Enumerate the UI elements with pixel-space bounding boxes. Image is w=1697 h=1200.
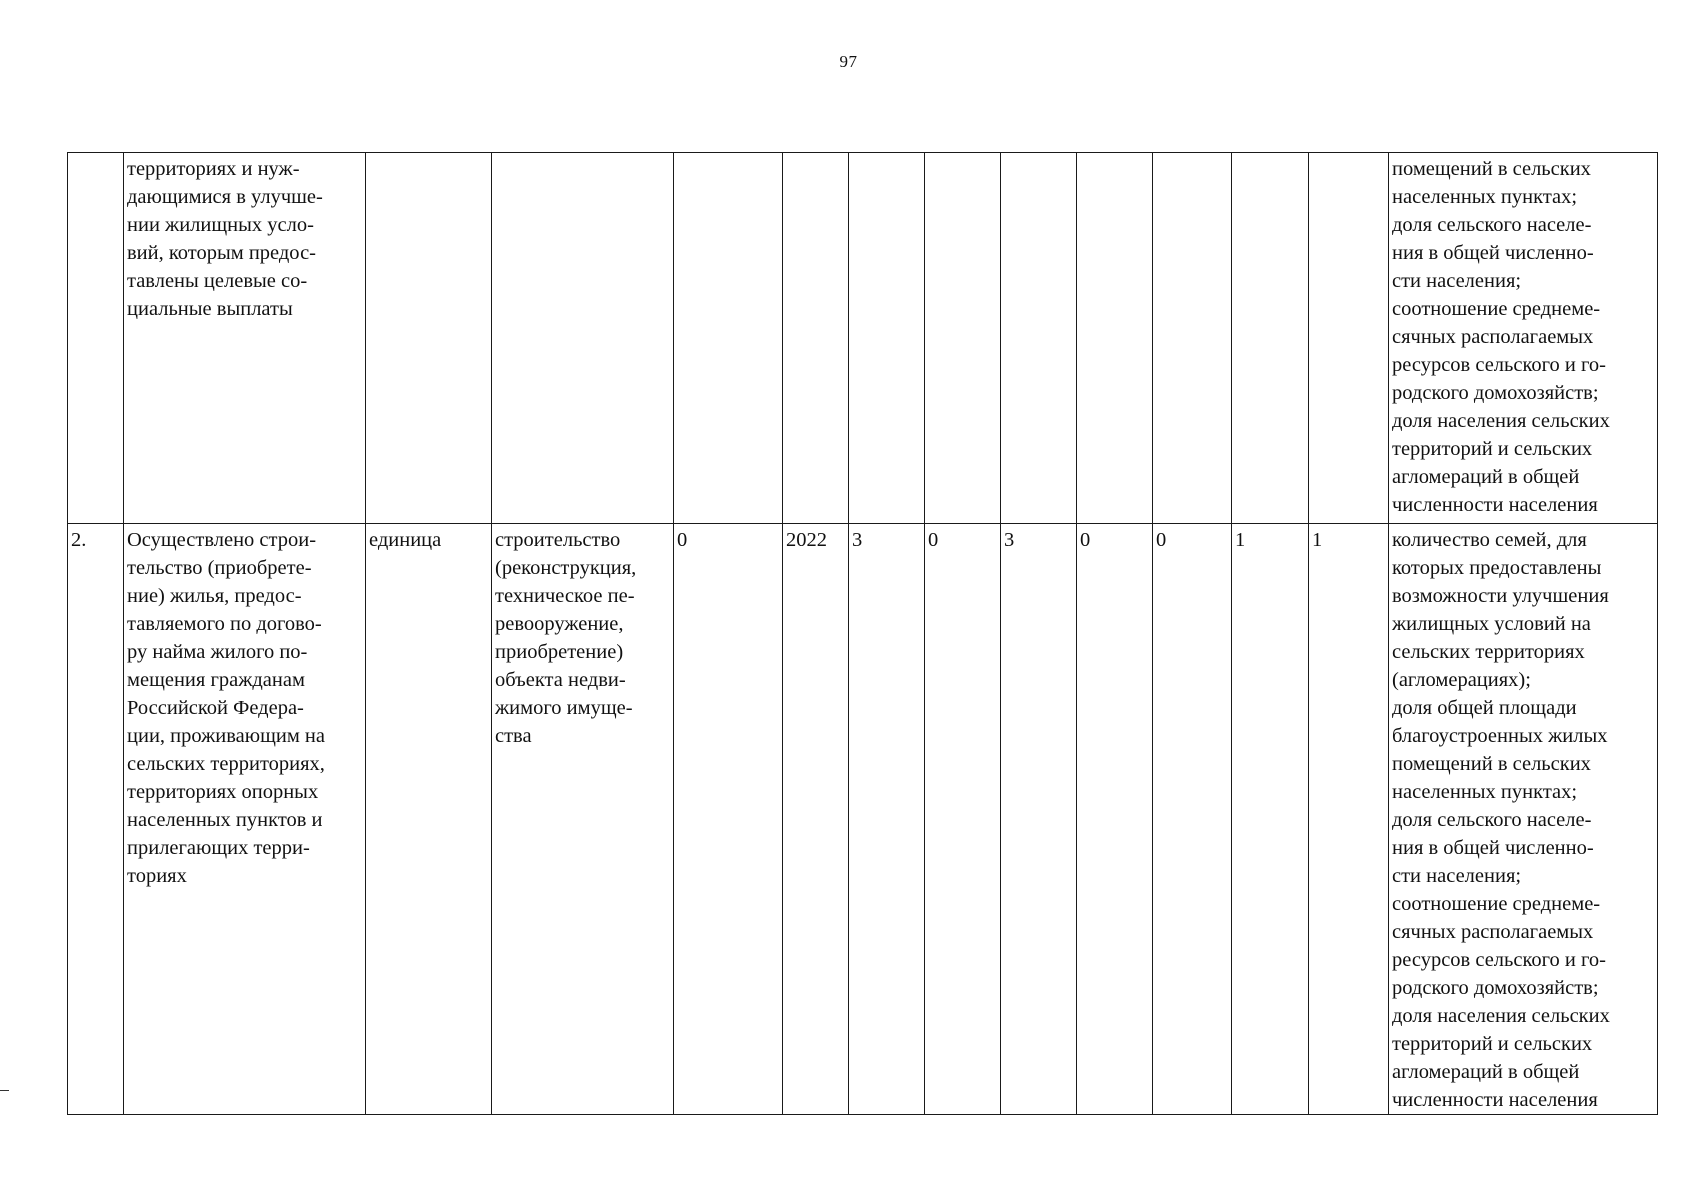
cell-unit [366, 153, 492, 524]
cell-value-1: 3 [849, 524, 925, 1115]
cell-value-5: 0 [1153, 524, 1232, 1115]
cell-value-3 [1001, 153, 1077, 524]
cell-base-year [783, 153, 849, 524]
cell-value-5 [1153, 153, 1232, 524]
cell-value-4: 0 [1077, 524, 1153, 1115]
table-row [68, 153, 1658, 524]
cell-base-value [674, 153, 783, 524]
cell-unit: единица [366, 524, 492, 1115]
cell-indicators: помещений в сельских населенных пунктах; доля сельского населе- ния в общей численно- сти населения; соотношение среднеме- сячных располагаемых ресурсов сельского и го- родского домохозяйств; доля населения сельских территорий и сельских агломераций в общей численности населения [1389, 153, 1658, 524]
margin-mark [0, 1090, 9, 1091]
cell-value-4 [1077, 153, 1153, 524]
cell-type [492, 153, 674, 524]
cell-value-1 [849, 153, 925, 524]
cell-number: 2. [68, 524, 124, 1115]
results-table [67, 152, 1658, 1115]
cell-result: Осуществлено строи- тельство (приобрете- ние) жилья, предос- тавляемого по догово- ру найма жилого по- мещения гражданам Российской Федера- ции, проживающим на сельских территориях, территориях опорных населенных пунктов и прилегающих терри- ториях [124, 524, 366, 1115]
cell-value-6 [1232, 153, 1309, 524]
cell-result: территориях и нуж- дающимися в улучше- нии жилищных усло- вий, которым предос- тавлены целевые со- циальные выплаты [124, 153, 366, 524]
table-row [68, 524, 1658, 1115]
cell-indicators: количество семей, для которых предоставлены возможности улучшения жилищных условий на сельских территориях (агломерациях); доля общей площади благоустроенных жилых помещений в сельских населенных пунктах; доля сельского населе- ния в общей численно- сти населения; соотношение среднеме- сячных располагаемых ресурсов сельского и го- родского домохозяйств; доля населения сельских территорий и сельских агломераций в общей численности населения [1389, 524, 1658, 1115]
cell-value-3: 3 [1001, 524, 1077, 1115]
cell-value-2 [925, 153, 1001, 524]
cell-value-7 [1309, 153, 1389, 524]
cell-type: строительство (реконструкция, техническое пе- ревооружение, приобретение) объекта недви- жимого имуще- ства [492, 524, 674, 1115]
cell-base-value: 0 [674, 524, 783, 1115]
cell-value-2: 0 [925, 524, 1001, 1115]
cell-number [68, 153, 124, 524]
cell-base-year: 2022 [783, 524, 849, 1115]
page-number: 97 [839, 52, 858, 71]
cell-value-7: 1 [1309, 524, 1389, 1115]
cell-value-6: 1 [1232, 524, 1309, 1115]
